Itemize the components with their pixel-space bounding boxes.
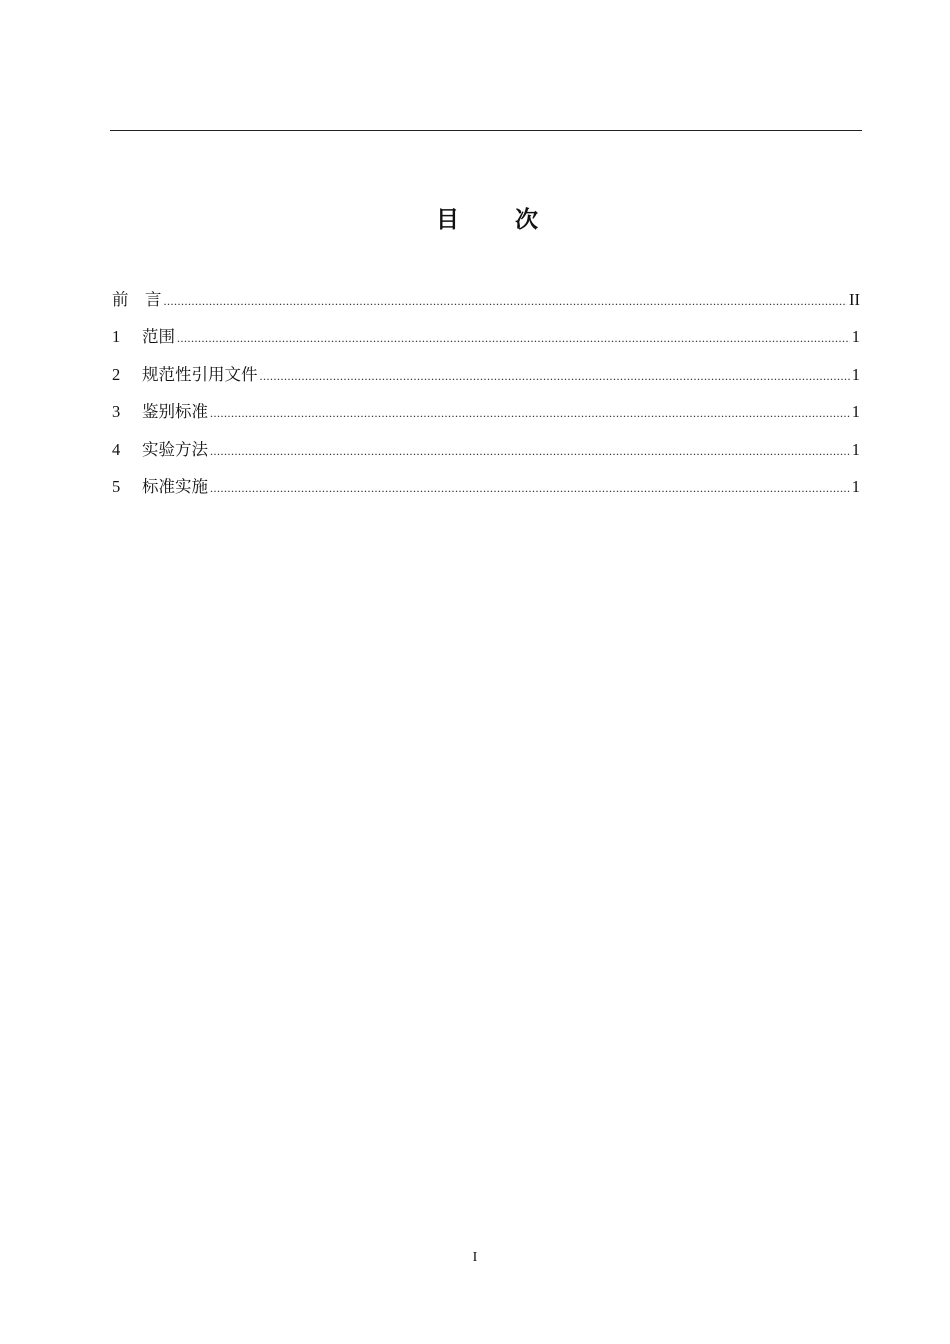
toc-entry-page: II	[849, 290, 860, 309]
table-of-contents	[112, 288, 860, 512]
toc-leader-dots	[177, 326, 850, 350]
toc-entry-page: 1	[851, 364, 860, 384]
toc-entry-page: 1	[851, 402, 860, 422]
toc-entry-identification-criteria[interactable]	[112, 400, 860, 437]
toc-leader-dots	[210, 401, 850, 425]
toc-leader-dots	[260, 364, 850, 388]
page-number: I	[472, 1250, 478, 1265]
toc-entry-label: 鉴别标准	[142, 402, 208, 422]
toc-entry-page: 1	[851, 439, 860, 459]
toc-entry-number: 1	[112, 327, 121, 347]
toc-entry-number: 5	[112, 476, 121, 496]
toc-entry-implementation[interactable]	[112, 475, 860, 512]
toc-entry-label: 实验方法	[142, 439, 208, 459]
toc-entry-normative-references[interactable]	[112, 363, 860, 400]
toc-entry-number: 3	[112, 402, 121, 422]
toc-entry-label: 标准实施	[142, 476, 208, 496]
toc-entry-label: 范围	[142, 327, 175, 347]
toc-entry-number: 2	[112, 364, 121, 384]
toc-entry-page: 1	[851, 476, 860, 496]
toc-entry-label: 规范性引用文件	[142, 364, 258, 384]
toc-leader-dots	[210, 476, 850, 500]
toc-entry-scope[interactable]	[112, 325, 860, 362]
header-rule	[110, 130, 862, 131]
toc-title: 目 次	[435, 207, 562, 233]
toc-entry-number: 4	[112, 439, 121, 459]
toc-leader-dots	[210, 439, 850, 463]
toc-entry-page: 1	[851, 327, 860, 347]
toc-entry-label: 前 言	[112, 290, 162, 309]
toc-entry-foreword[interactable]	[112, 288, 860, 325]
toc-entry-test-methods[interactable]	[112, 438, 860, 475]
toc-leader-dots	[164, 289, 848, 313]
